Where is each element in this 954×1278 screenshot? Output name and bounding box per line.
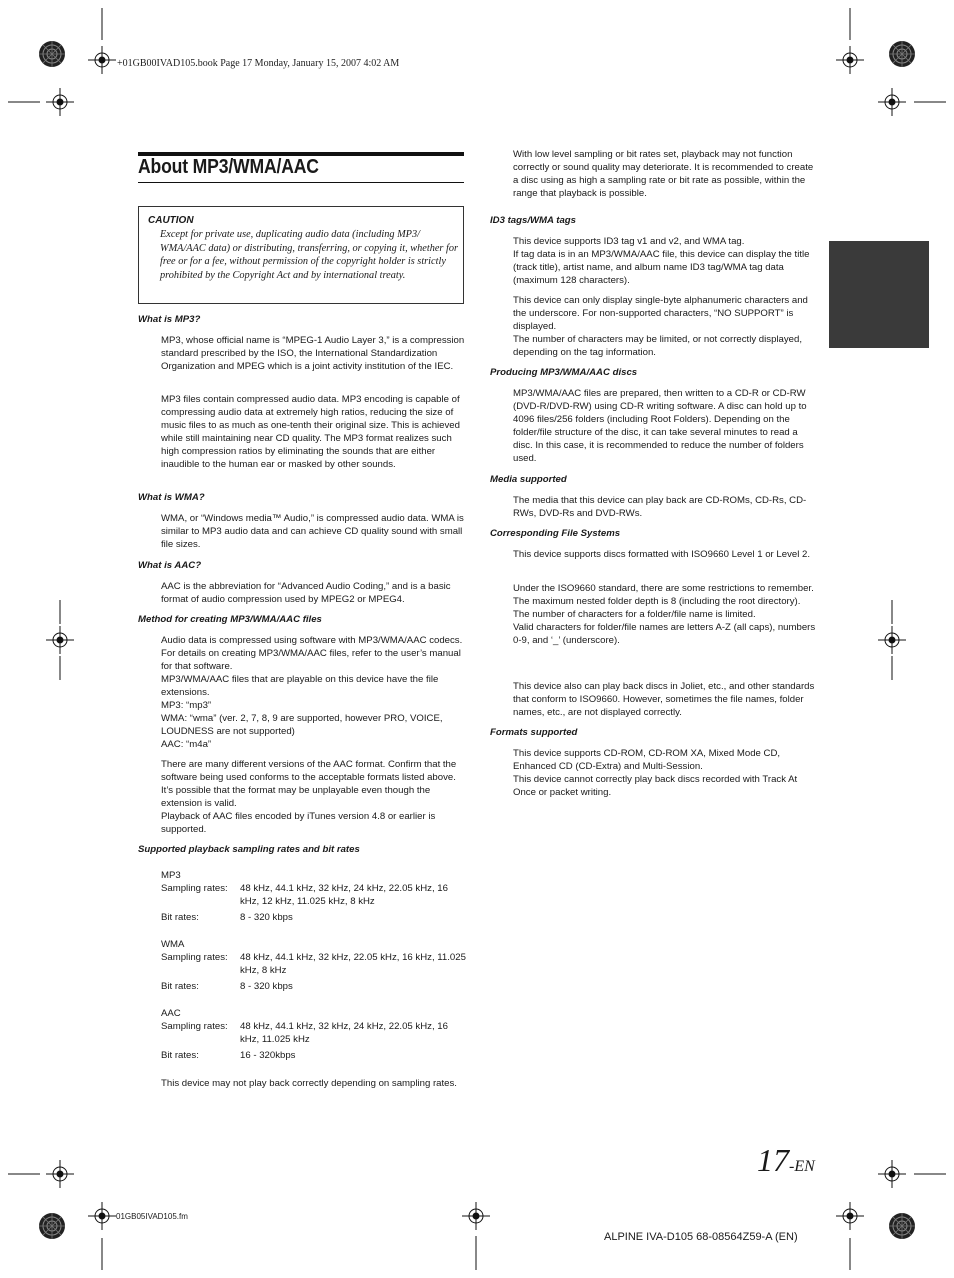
method-para-2: There are many different versions of the AAC format. Confirm that the software being used conforms to the acceptable formats listed above. It’s possible that the format may be unplayable even though the extension is valid. Playback of AAC files encoded by iTunes version 4.8 or earlier is supported.	[161, 759, 457, 835]
registration-mark	[836, 46, 864, 74]
registration-mark	[878, 88, 906, 116]
page-number	[757, 1142, 815, 1179]
sampling-values: 48 kHz, 44.1 kHz, 32 kHz, 24 kHz, 22.05 kHz, 16 kHz, 11.025 kHz	[240, 1021, 448, 1045]
rates-note: This device may not play back correctly depending on sampling rates.	[161, 1078, 457, 1089]
registration-mark	[878, 1160, 906, 1188]
book-info-header: +01GB00IVAD105.book Page 17 Monday, January 15, 2007 4:02 AM	[117, 58, 400, 69]
section-heading-formats: Formats supported	[490, 727, 578, 738]
registration-mark	[462, 1202, 490, 1230]
bit-values: 16 - 320kbps	[240, 1050, 296, 1061]
rates-group-name: WMA	[161, 939, 185, 950]
footer-file-name: 01GB05IVAD105.fm	[116, 1212, 188, 1221]
section-heading-media: Media supported	[490, 474, 567, 485]
sampling-label: Sampling rates:	[161, 1021, 228, 1032]
sampling-values: 48 kHz, 44.1 kHz, 32 kHz, 24 kHz, 22.05 kHz, 16 kHz, 12 kHz, 11.025 kHz, 8 kHz	[240, 883, 448, 907]
mp3-para-2: MP3 files contain compressed audio data. MP3 encoding is capable of compressing audio data at extremely high ratios, reducing the size of music files to as much as one-tenth their original size. This is achieved while still maintaining near CD quality. The MP3 format realizes such high compression ratios by eliminating the sounds that are either inaudible to the human ear or masked by other sounds.	[161, 394, 460, 470]
star-target-mark	[39, 1213, 65, 1239]
aac-para-1: AAC is the abbreviation for “Advanced Audio Coding,” and is a basic format of audio compression used by MPEG2 or MPEG4.	[161, 581, 451, 605]
title-rule	[138, 182, 464, 183]
sampling-label: Sampling rates:	[161, 883, 228, 894]
method-para-1: Audio data is compressed using software with MP3/WMA/AAC codecs. For details on creating MP3/WMA/AAC files, refer to the user’s manual for that software. MP3/WMA/AAC files that are playable on this device have the file extensions. MP3: “mp3” WMA: “wma” (ver. 2, 7, 8, 9 are supported, however PRO, VOICE, LOUDNESS are not supported) AAC: “m4a”	[161, 635, 463, 750]
registration-mark	[46, 626, 74, 654]
caution-text: Except for private use, duplicating audio data (including MP3/ WMA/AAC data) or distributing, transferring, or copying it, whether for free or for a fee, without permission of the copyright holder is strictly prohibited by the Copyright Act and by international treaty.	[160, 229, 459, 281]
registration-mark	[88, 1202, 116, 1230]
caution-heading: CAUTION	[148, 215, 194, 226]
wma-para-1: WMA, or “Windows media™ Audio,” is compressed audio data. WMA is similar to MP3 audio data and can achieve CD quality sound with small file sizes.	[161, 513, 464, 550]
section-heading-mp3: What is MP3?	[138, 314, 201, 325]
filesys-para-3: This device also can play back discs in Joliet, etc., and other standards that conform to ISO9660. However, sometimes the file names, folder names, etc., are not displayed correctly.	[513, 681, 815, 718]
section-heading-filesys: Corresponding File Systems	[490, 528, 621, 539]
section-thumb-tab	[829, 241, 929, 348]
section-heading-method: Method for creating MP3/WMA/AAC files	[138, 614, 322, 625]
page-title: About MP3/WMA/AAC	[138, 156, 319, 178]
id3-para-1: This device supports ID3 tag v1 and v2, and WMA tag. If tag data is in an MP3/WMA/AAC file, this device can display the title (track title), artist name, and album name ID3 tag/WMA tag data (maximum 128 characters).	[513, 236, 810, 286]
id3-para-2: This device can only display single-byte alphanumeric characters and the underscore. For non-supported characters, “NO SUPPORT” is displayed. The number of characters may be limited, or not correctly displayed, depending on the tag information.	[513, 295, 808, 358]
registration-mark	[836, 1202, 864, 1230]
formats-para-1: This device supports CD-ROM, CD-ROM XA, Mixed Mode CD, Enhanced CD (CD-Extra) and Multi-Session. This device cannot correctly play back discs recorded with Track At Once or packet writing.	[513, 748, 798, 798]
bit-label: Bit rates:	[161, 912, 199, 923]
registration-mark	[88, 46, 116, 74]
star-target-mark	[889, 1213, 915, 1239]
filesys-para-2: Under the ISO9660 standard, there are some restrictions to remember. The maximum nested folder depth is 8 (including the root directory). The number of characters for a folder/file name is limited. Valid characters for folder/file names are letters A-Z (all caps), numbers 0-9, and ‘_’ (underscore).	[513, 583, 816, 646]
media-para-1: The media that this device can play back are CD-ROMs, CD-Rs, CD-RWs, DVD-Rs and DVD-RWs.	[513, 495, 807, 519]
section-heading-wma: What is WMA?	[138, 492, 205, 503]
caution-box	[138, 206, 464, 304]
bit-values: 8 - 320 kbps	[240, 912, 293, 923]
sampling-label: Sampling rates:	[161, 952, 228, 963]
bit-label: Bit rates:	[161, 981, 199, 992]
registration-mark	[878, 626, 906, 654]
registration-mark	[46, 1160, 74, 1188]
section-heading-aac: What is AAC?	[138, 560, 202, 571]
registration-mark	[46, 88, 74, 116]
filesys-para-1: This device supports discs formatted with ISO9660 Level 1 or Level 2.	[513, 549, 811, 560]
star-target-mark	[889, 41, 915, 67]
section-heading-rates: Supported playback sampling rates and bit rates	[138, 844, 360, 855]
section-heading-id3: ID3 tags/WMA tags	[490, 215, 576, 226]
mp3-para-1: MP3, whose official name is “MPEG-1 Audio Layer 3,” is a compression standard prescribed by the ISO, the International Standardization Organization and MPEG which is a joint activity institution of the IEC.	[161, 335, 465, 372]
rates-group-wma	[161, 938, 466, 993]
rates-intro-para: With low level sampling or bit rates set, playback may not function correctly or sound quality may deteriorate. It is recommended to create a disc using as high a sampling rate or bit rate as possible, within the range that playback is possible.	[513, 149, 814, 199]
page-number-suffix: -EN	[789, 1158, 815, 1175]
page-number-digits: 17	[757, 1142, 789, 1178]
rates-group-name: AAC	[161, 1008, 181, 1019]
bit-values: 8 - 320 kbps	[240, 981, 293, 992]
bit-label: Bit rates:	[161, 1050, 199, 1061]
rates-group-aac	[161, 1007, 466, 1062]
footer-model-code: ALPINE IVA-D105 68-08564Z59-A (EN)	[604, 1231, 798, 1243]
star-target-mark	[39, 41, 65, 67]
producing-para-1: MP3/WMA/AAC files are prepared, then written to a CD-R or CD-RW (DVD-R/DVD-RW) using CD-R writing software. A disc can hold up to 4096 files/256 folders (including Root Folders). Depending on the folder/file structure of the disc, it can take several minutes to read a disc. In this case, it is recommended to reduce the number of folders used.	[513, 388, 807, 464]
sampling-values: 48 kHz, 44.1 kHz, 32 kHz, 22.05 kHz, 16 kHz, 11.025 kHz, 8 kHz	[240, 952, 466, 976]
rates-group-mp3	[161, 869, 466, 924]
rates-group-name: MP3	[161, 870, 181, 881]
section-heading-producing: Producing MP3/WMA/AAC discs	[490, 367, 638, 378]
